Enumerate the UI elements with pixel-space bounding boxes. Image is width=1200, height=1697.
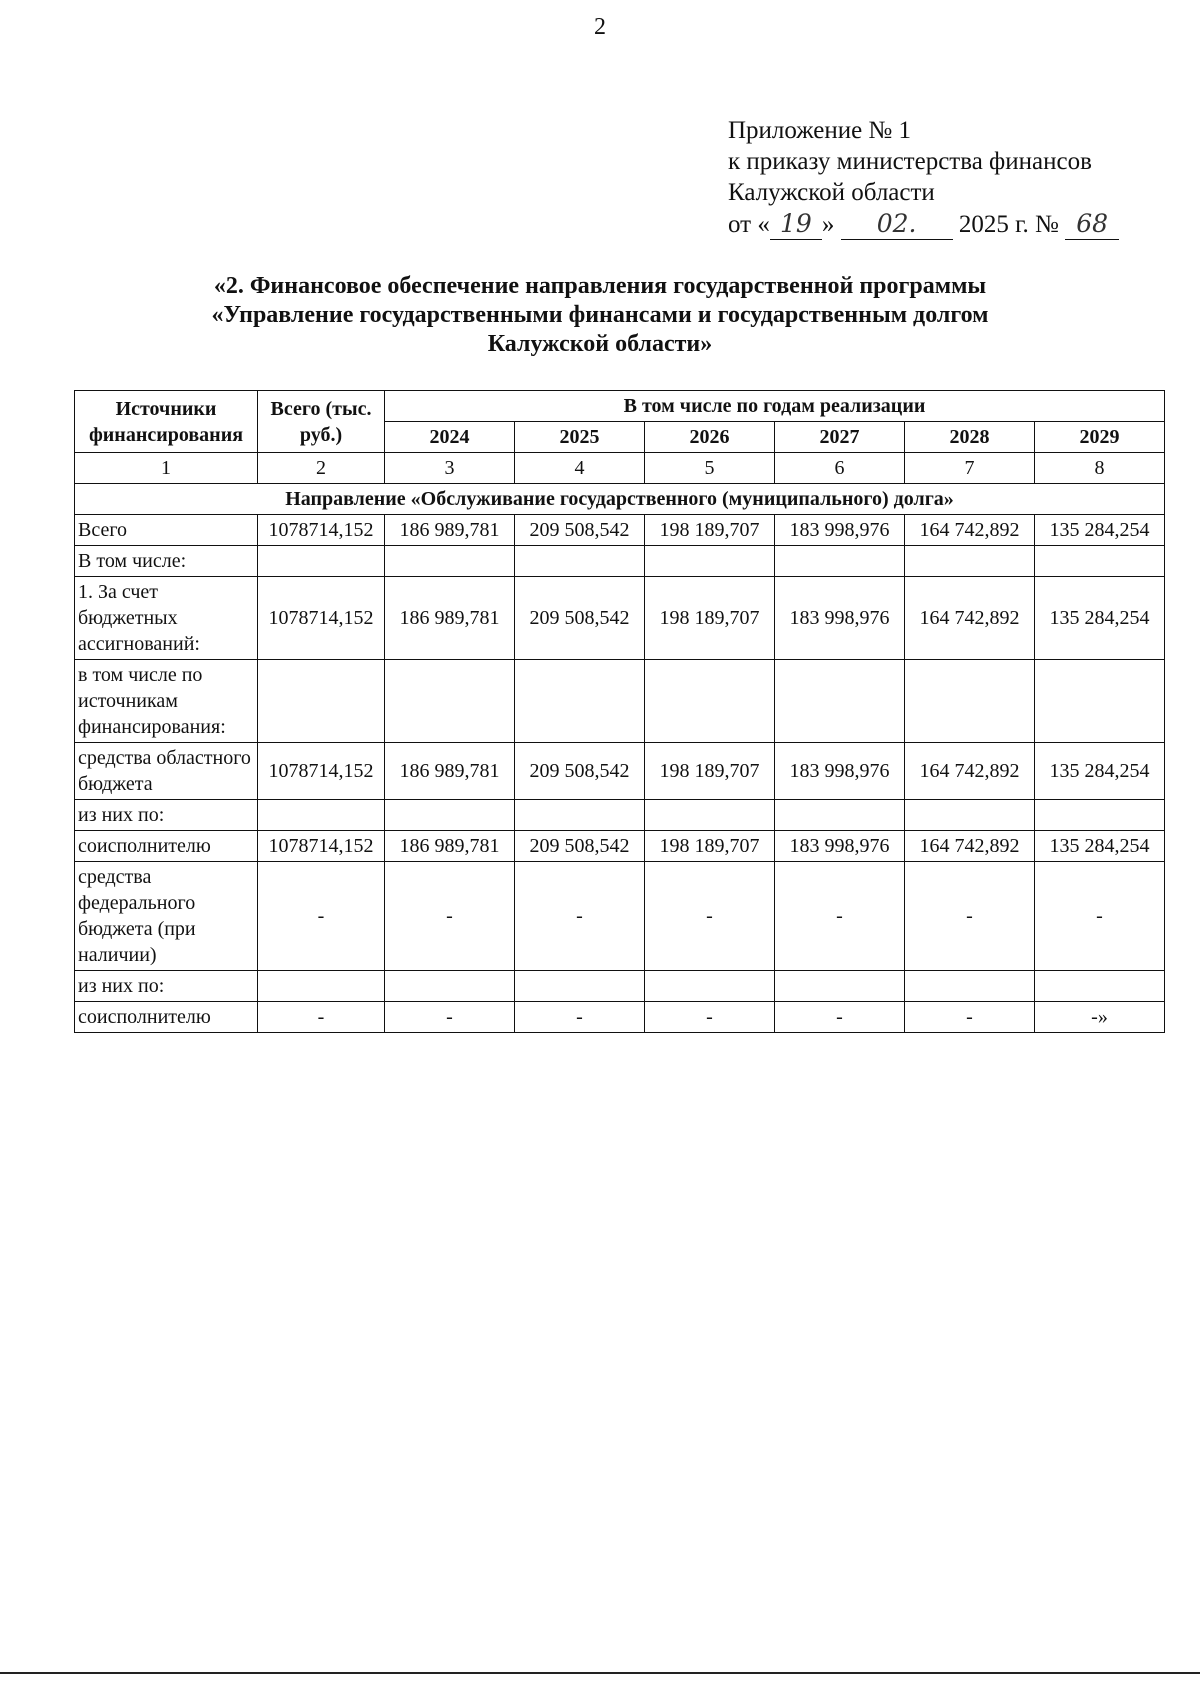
row-total-value <box>258 800 385 831</box>
row-year-value <box>385 660 515 743</box>
page-bottom-rule <box>0 1672 1200 1674</box>
row-year-value <box>645 660 775 743</box>
header-by-years: В том числе по годам реализации <box>385 391 1165 422</box>
row-year-value: 186 989,781 <box>385 743 515 800</box>
header-year: 2027 <box>775 422 905 453</box>
table-row <box>75 577 1165 660</box>
column-number: 6 <box>775 453 905 484</box>
row-label: из них по: <box>75 800 258 831</box>
column-numbers-row <box>75 453 1165 484</box>
row-year-value: -» <box>1035 1002 1165 1033</box>
row-year-value: 198 189,707 <box>645 743 775 800</box>
column-number: 1 <box>75 453 258 484</box>
row-label: соисполнителю <box>75 831 258 862</box>
row-label: 1. За счет бюджетных ассигнований: <box>75 577 258 660</box>
row-year-value: 186 989,781 <box>385 577 515 660</box>
row-year-value: - <box>775 862 905 971</box>
row-year-value <box>385 546 515 577</box>
date-prefix: от « <box>728 211 770 238</box>
row-year-value <box>515 546 645 577</box>
row-year-value <box>905 546 1035 577</box>
appendix-block <box>728 115 1119 240</box>
table-row <box>75 831 1165 862</box>
row-year-value: 135 284,254 <box>1035 743 1165 800</box>
row-label: в том числе по источникам финансирования: <box>75 660 258 743</box>
row-year-value <box>515 660 645 743</box>
row-year-value: 164 742,892 <box>905 831 1035 862</box>
row-year-value <box>515 800 645 831</box>
row-year-value: 164 742,892 <box>905 577 1035 660</box>
header-year: 2026 <box>645 422 775 453</box>
row-year-value: 198 189,707 <box>645 577 775 660</box>
row-year-value: 135 284,254 <box>1035 515 1165 546</box>
row-year-value: - <box>905 1002 1035 1033</box>
date-mid: » <box>821 211 835 238</box>
table-body <box>75 453 1165 1033</box>
section-title: Направление «Обслуживание государственного (муниципального) долга» <box>75 484 1165 515</box>
row-year-value: - <box>1035 862 1165 971</box>
row-year-value: 186 989,781 <box>385 515 515 546</box>
row-year-value: 135 284,254 <box>1035 831 1165 862</box>
header-year: 2029 <box>1035 422 1165 453</box>
row-year-value <box>775 660 905 743</box>
title-line-1: «2. Финансовое обеспечение направления государственной программы <box>213 273 987 299</box>
appendix-date-line <box>728 208 1119 240</box>
order-number-handwritten: 68 <box>1065 208 1119 240</box>
row-year-value: - <box>645 862 775 971</box>
row-year-value <box>905 660 1035 743</box>
appendix-title: Приложение № 1 <box>728 117 912 144</box>
row-year-value <box>645 800 775 831</box>
row-year-value <box>775 971 905 1002</box>
row-total-value: 1078714,152 <box>258 515 385 546</box>
row-total-value: 1078714,152 <box>258 743 385 800</box>
date-year: 2025 г. № <box>958 211 1059 238</box>
column-number: 4 <box>515 453 645 484</box>
title-line-3: Калужской области» <box>487 331 713 357</box>
table-row <box>75 862 1165 971</box>
table-row <box>75 743 1165 800</box>
row-year-value: 209 508,542 <box>515 515 645 546</box>
row-year-value: 164 742,892 <box>905 743 1035 800</box>
row-year-value: 164 742,892 <box>905 515 1035 546</box>
row-year-value: 209 508,542 <box>515 577 645 660</box>
row-label: средства федерального бюджета (при наличии) <box>75 862 258 971</box>
row-year-value <box>905 800 1035 831</box>
row-total-value: - <box>258 1002 385 1033</box>
row-label: средства областного бюджета <box>75 743 258 800</box>
row-year-value <box>775 546 905 577</box>
row-year-value <box>1035 971 1165 1002</box>
column-number: 8 <box>1035 453 1165 484</box>
title-line-2: «Управление государственными финансами и государственным долгом <box>211 302 989 328</box>
row-year-value <box>645 546 775 577</box>
row-year-value: 209 508,542 <box>515 743 645 800</box>
row-total-value: - <box>258 862 385 971</box>
row-year-value: - <box>515 862 645 971</box>
row-total-value <box>258 546 385 577</box>
document-title <box>0 272 1200 359</box>
table-row <box>75 1002 1165 1033</box>
date-day-handwritten: 19 <box>770 208 822 240</box>
row-year-value: 183 998,976 <box>775 577 905 660</box>
row-year-value: 183 998,976 <box>775 515 905 546</box>
row-year-value <box>385 971 515 1002</box>
row-year-value <box>515 971 645 1002</box>
column-number: 3 <box>385 453 515 484</box>
row-year-value: - <box>515 1002 645 1033</box>
row-total-value <box>258 660 385 743</box>
date-month-handwritten: 02. <box>841 208 953 240</box>
row-label: Всего <box>75 515 258 546</box>
row-year-value <box>1035 800 1165 831</box>
row-year-value <box>645 971 775 1002</box>
row-year-value: 183 998,976 <box>775 831 905 862</box>
section-row <box>75 484 1165 515</box>
row-year-value <box>905 971 1035 1002</box>
row-total-value: 1078714,152 <box>258 831 385 862</box>
page-number: 2 <box>594 14 606 40</box>
row-year-value: 198 189,707 <box>645 831 775 862</box>
column-number: 5 <box>645 453 775 484</box>
table-row <box>75 971 1165 1002</box>
row-year-value: - <box>775 1002 905 1033</box>
row-year-value: - <box>385 862 515 971</box>
financing-table <box>74 390 1165 1033</box>
appendix-order-ref: к приказу министерства финансов <box>728 148 1092 175</box>
row-total-value <box>258 971 385 1002</box>
row-year-value: 198 189,707 <box>645 515 775 546</box>
row-year-value: 186 989,781 <box>385 831 515 862</box>
row-year-value <box>1035 546 1165 577</box>
row-year-value <box>385 800 515 831</box>
table-row <box>75 660 1165 743</box>
header-year: 2024 <box>385 422 515 453</box>
row-label: соисполнителю <box>75 1002 258 1033</box>
column-number: 7 <box>905 453 1035 484</box>
row-year-value <box>775 800 905 831</box>
table-row <box>75 515 1165 546</box>
header-total: Всего (тыс. руб.) <box>258 391 385 453</box>
table-row <box>75 800 1165 831</box>
row-total-value: 1078714,152 <box>258 577 385 660</box>
row-label: из них по: <box>75 971 258 1002</box>
row-year-value: 183 998,976 <box>775 743 905 800</box>
table-row <box>75 546 1165 577</box>
header-year: 2025 <box>515 422 645 453</box>
row-year-value: 209 508,542 <box>515 831 645 862</box>
row-year-value: - <box>905 862 1035 971</box>
appendix-region: Калужской области <box>728 179 935 206</box>
row-year-value <box>1035 660 1165 743</box>
row-year-value: - <box>385 1002 515 1033</box>
column-number: 2 <box>258 453 385 484</box>
row-label: В том числе: <box>75 546 258 577</box>
header-year: 2028 <box>905 422 1035 453</box>
row-year-value: - <box>645 1002 775 1033</box>
header-sources: Источники финансирования <box>75 391 258 453</box>
row-year-value: 135 284,254 <box>1035 577 1165 660</box>
